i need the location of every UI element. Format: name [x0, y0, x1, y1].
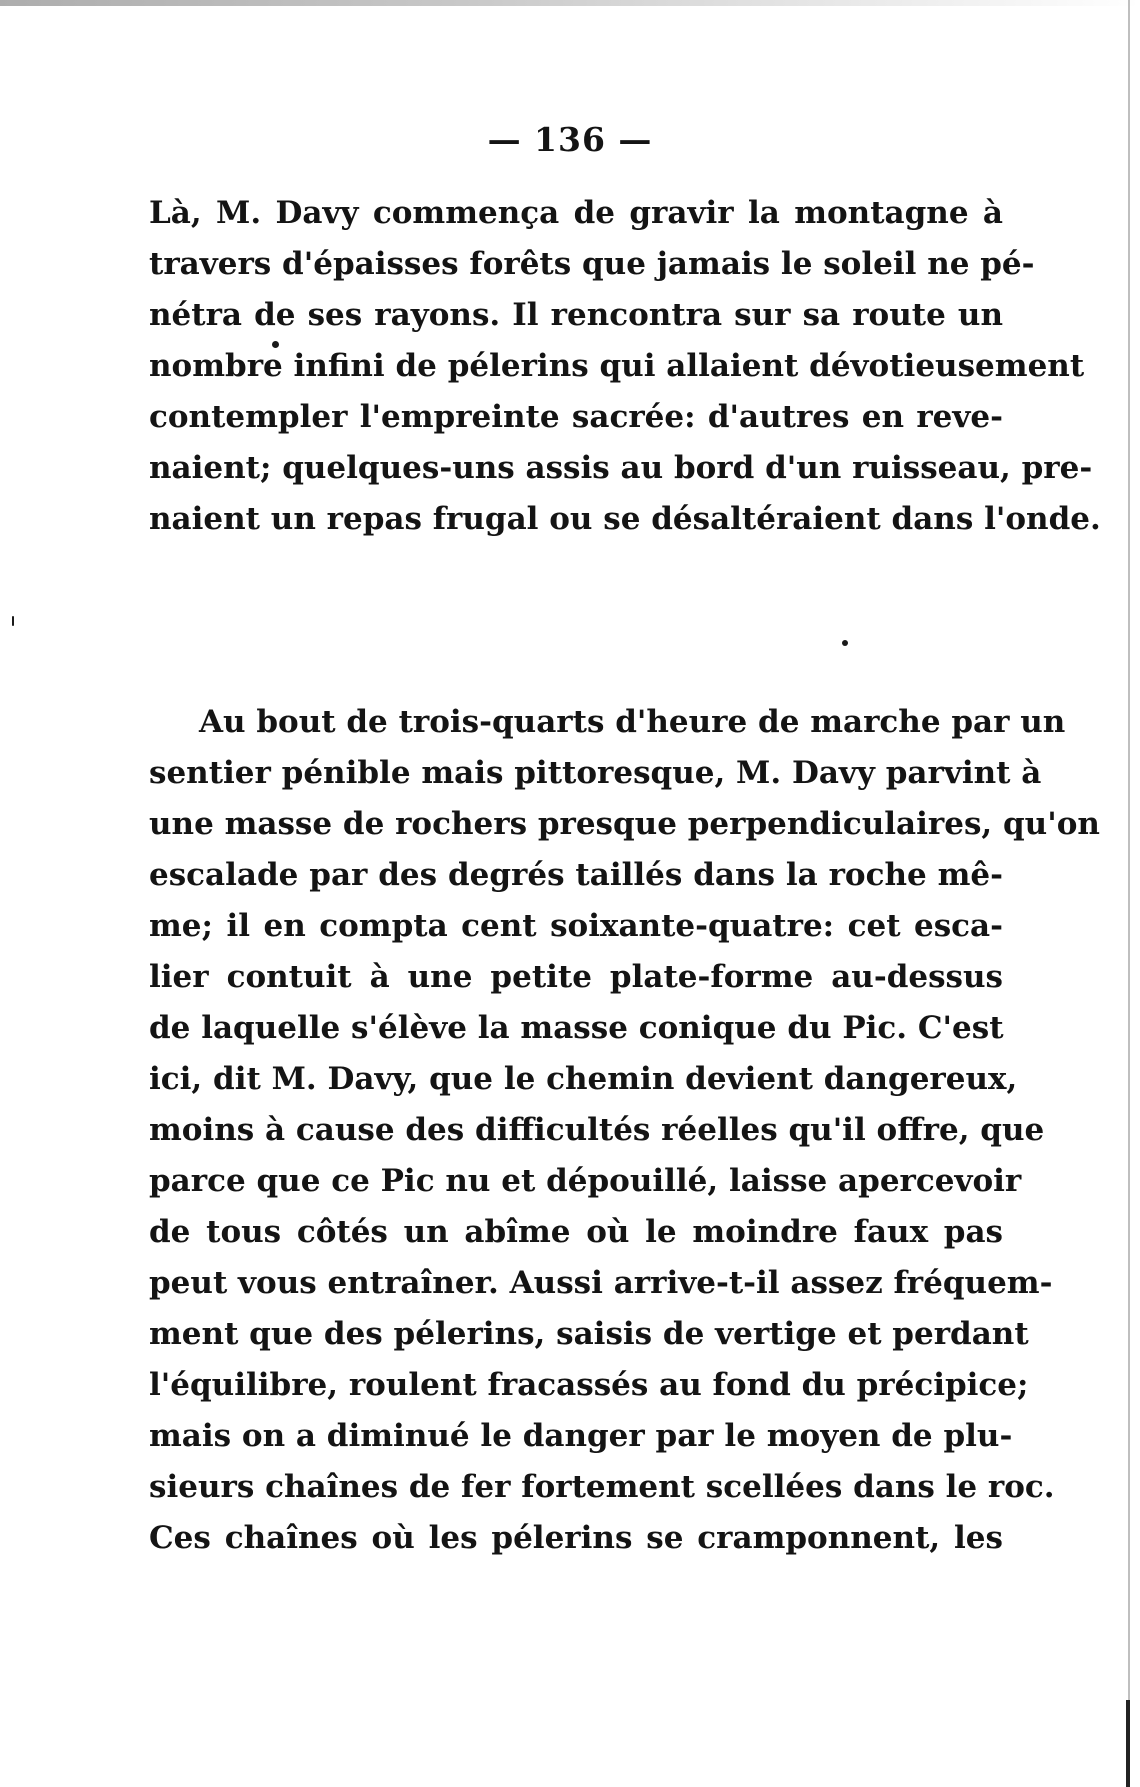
text-line: nombre infini de pélerins qui allaient dévotieusement	[149, 348, 1085, 384]
text-line: naient un repas frugal ou se désaltéraient dans l'onde.	[149, 501, 1101, 537]
text-line: Là, M. Davy commença de gravir la montagne à	[149, 195, 1003, 231]
scan-edge-right	[1128, 0, 1130, 1787]
text-line: une masse de rochers presque perpendiculaires, qu'on	[149, 806, 1100, 842]
text-line: ici, dit M. Davy, que le chemin devient dangereux,	[149, 1061, 1018, 1097]
text-line: ment que des pélerins, saisis de vertige et perdant	[149, 1316, 1029, 1352]
text-line: Ces chaînes où les pélerins se cramponnent, les	[149, 1520, 1003, 1556]
paragraph-1	[149, 188, 1101, 545]
text-line: nétra de ses rayons. Il rencontra sur sa route un	[149, 297, 1003, 333]
text-line: mais on a diminué le danger par le moyen de plu-	[149, 1418, 1013, 1454]
text-line: naient; quelques-uns assis au bord d'un ruisseau, pre-	[149, 450, 1093, 486]
text-line: moins à cause des difficultés réelles qu'il offre, que	[149, 1112, 1045, 1148]
text-line: lier contuit à une petite plate-forme au-dessus	[149, 959, 1003, 995]
text-line: escalade par des degrés taillés dans la roche mê-	[149, 857, 1003, 893]
text-line: de tous côtés un abîme où le moindre faux pas	[149, 1214, 1003, 1250]
text-line: travers d'épaisses forêts que jamais le soleil ne pé-	[149, 246, 1035, 282]
text-line: Au bout de trois-quarts d'heure de marche par un	[199, 704, 1066, 740]
paragraph-2	[149, 697, 1100, 1564]
text-line: de laquelle s'élève la masse conique du Pic. C'est	[149, 1010, 1004, 1046]
text-line: sieurs chaînes de fer fortement scellées dans le roc.	[149, 1469, 1055, 1505]
ink-speck	[842, 640, 848, 646]
text-line: peut vous entraîner. Aussi arrive-t-il assez fréquem-	[149, 1265, 1053, 1301]
text-line: parce que ce Pic nu et dépouillé, laisse apercevoir	[149, 1163, 1022, 1199]
text-line: me; il en compta cent soixante-quatre: cet esca-	[149, 908, 1003, 944]
ink-speck	[12, 616, 14, 626]
scan-edge-binding-shadow	[1126, 1700, 1130, 1787]
page-number: — 136 —	[487, 120, 653, 159]
text-line: l'équilibre, roulent fracassés au fond du précipice;	[149, 1367, 1029, 1403]
text-line: contempler l'empreinte sacrée: d'autres en reve-	[149, 399, 1003, 435]
text-line: sentier pénible mais pittoresque, M. Davy parvint à	[149, 755, 1042, 791]
scan-edge-top	[0, 0, 1140, 6]
